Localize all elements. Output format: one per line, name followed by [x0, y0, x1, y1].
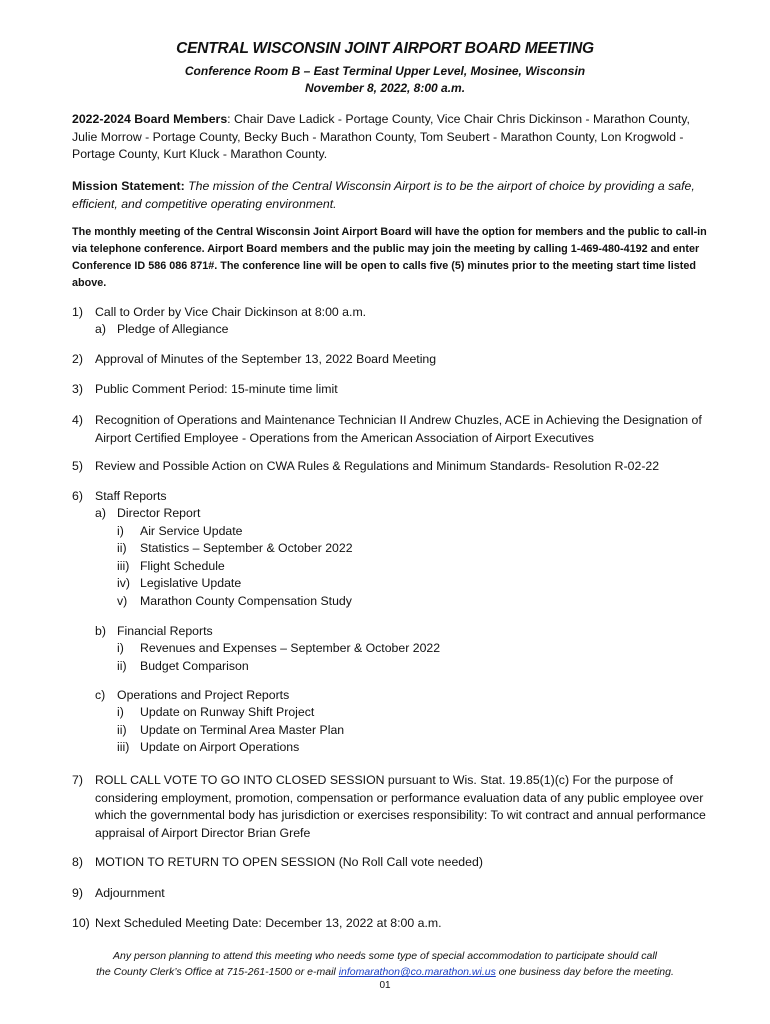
agenda-item-6c-text: Operations and Project Reports	[117, 688, 290, 702]
agenda-item-5-num: 5)	[72, 459, 83, 473]
agenda-item-6a-iv-text: Legislative Update	[140, 576, 242, 590]
agenda-item-1a-num: a)	[95, 322, 106, 336]
agenda-item-6b-num: b)	[95, 624, 106, 638]
agenda-item-6a-ii-num: ii)	[117, 541, 127, 555]
accommodation-line-2-pre: the County Clerk’s Office at 715-261-1500 or e-mail	[96, 966, 339, 978]
agenda-item-6a-i-text: Air Service Update	[140, 524, 243, 538]
email-link[interactable]: infomarathon@co.marathon.wi.us	[338, 966, 496, 978]
accommodation-line-2	[40, 964, 730, 980]
agenda-item-6c-i-text: Update on Runway Shift Project	[140, 705, 315, 719]
page-number: 01	[379, 980, 391, 991]
agenda-item-6b-i-text: Revenues and Expenses – September & October 2022	[140, 641, 441, 655]
agenda-item-6a-iv-num: iv)	[117, 576, 130, 590]
agenda-item-1: 1)	[72, 305, 83, 319]
agenda-item-3-num: 3)	[72, 382, 83, 396]
agenda-item-6b-text: Financial Reports	[117, 624, 213, 638]
agenda-item-7-num: 7)	[72, 773, 83, 787]
agenda-item-6a-text: Director Report	[117, 506, 201, 520]
agenda-item-3-text: Public Comment Period: 15-minute time limit	[95, 382, 338, 396]
agenda-item-6c-i-num: i)	[117, 705, 124, 719]
agenda-item-7-text: ROLL CALL VOTE TO GO INTO CLOSED SESSION pursuant to Wis. Stat. 19.85(1)(c) For the purpose of considering employment, promotion, compensation or performance evaluation data of any public employee over which the governmental body has jurisdiction or exercises responsibility: To wit contract and annual performance appraisal of Airport Director Brian Grefe	[95, 773, 706, 840]
agenda-item-6c-iii-text: Update on Airport Operations	[140, 740, 300, 754]
agenda-item-2-text: Approval of Minutes of the September 13, 2022 Board Meeting	[95, 352, 437, 366]
agenda-item-9-num: 9)	[72, 886, 83, 900]
agenda-item-5-text: Review and Possible Action on CWA Rules & Regulations and Minimum Standards- Resolution R-02-22	[95, 459, 660, 473]
agenda-item-6b-ii-text: Budget Comparison	[140, 659, 249, 673]
call-in-notice: The monthly meeting of the Central Wisconsin Joint Airport Board will have the option for members and the public to call-in via telephone conference. Airport Board members and the public may join the meeting by calling 1-469-480-4192 and enter Conference ID 586 086 871#. The conference line will be open to calls five (5) minutes prior to the meeting start time listed above.	[72, 226, 707, 289]
board-members	[72, 111, 712, 164]
mission-label: Mission Statement:	[72, 179, 185, 193]
accommodation-line-2-post: one business day before the meeting.	[495, 966, 674, 978]
board-members-label: 2022-2024 Board Members	[72, 112, 228, 126]
accommodation-note	[40, 948, 730, 980]
agenda-item-6a-v-text: Marathon County Compensation Study	[140, 594, 352, 608]
agenda-item-6b-i-num: i)	[117, 641, 124, 655]
agenda-item-6b-ii-num: ii)	[117, 659, 127, 673]
meeting-datetime: November 8, 2022, 8:00 a.m.	[304, 81, 466, 95]
agenda-item-6a-ii-text: Statistics – September & October 2022	[140, 541, 353, 555]
agenda-item-10-num: 10)	[72, 916, 90, 930]
accommodation-line-1: Any person planning to attend this meeting who needs some type of special accommodation to participate should call	[113, 950, 657, 962]
agenda-item-6c-ii-num: ii)	[117, 723, 127, 737]
agenda-item-4-text: Recognition of Operations and Maintenance Technician II Andrew Chuzles, ACE in Achieving the Designation of Airport Certified Employee - Operations from the American Association of Airport Executives	[95, 413, 702, 445]
agenda-item-6a-v-num: v)	[117, 594, 128, 608]
agenda-item-10-text: Next Scheduled Meeting Date: December 13, 2022 at 8:00 a.m.	[95, 916, 442, 930]
agenda-item-8-num: 8)	[72, 855, 83, 869]
page-title: CENTRAL WISCONSIN JOINT AIRPORT BOARD MEETING	[176, 40, 594, 57]
board-members-list: : Chair Dave Ladick - Portage County, Vice Chair Chris Dickinson - Marathon County, Julie Morrow - Portage County, Becky Buch - Marathon County, Tom Seubert - Marathon County, Lon Krogwold - Portage County, Kurt Kluck - Marathon County.	[72, 112, 690, 161]
agenda-item-1-text: Call to Order by Vice Chair Dickinson at 8:00 a.m.	[95, 305, 367, 319]
agenda-item-6a-iii-num: iii)	[117, 559, 130, 573]
agenda-item-8-text: MOTION TO RETURN TO OPEN SESSION (No Roll Call vote needed)	[95, 855, 483, 869]
meeting-location: Conference Room B – East Terminal Upper Level, Mosinee, Wisconsin	[184, 64, 586, 78]
agenda-item-1a-text: Pledge of Allegiance	[117, 322, 229, 336]
agenda-item-6a-i-num: i)	[117, 524, 124, 538]
mission-text: The mission of the Central Wisconsin Airport is to be the airport of choice by providing a safe, efficient, and competitive operating environment.	[72, 179, 695, 211]
agenda-item-6-num: 6)	[72, 489, 83, 503]
mission-statement	[72, 178, 712, 213]
agenda-item-9-text: Adjournment	[95, 886, 165, 900]
agenda-item-6a-num: a)	[95, 506, 106, 520]
agenda-item-2-num: 2)	[72, 352, 83, 366]
agenda-item-6a-iii-text: Flight Schedule	[140, 559, 225, 573]
agenda-item-6c-iii-num: iii)	[117, 740, 130, 754]
agenda-item-6c-num: c)	[95, 688, 106, 702]
agenda-item-4-num: 4)	[72, 413, 83, 427]
agenda-item-6c-ii-text: Update on Terminal Area Master Plan	[140, 723, 345, 737]
agenda-item-6-text: Staff Reports	[95, 489, 167, 503]
